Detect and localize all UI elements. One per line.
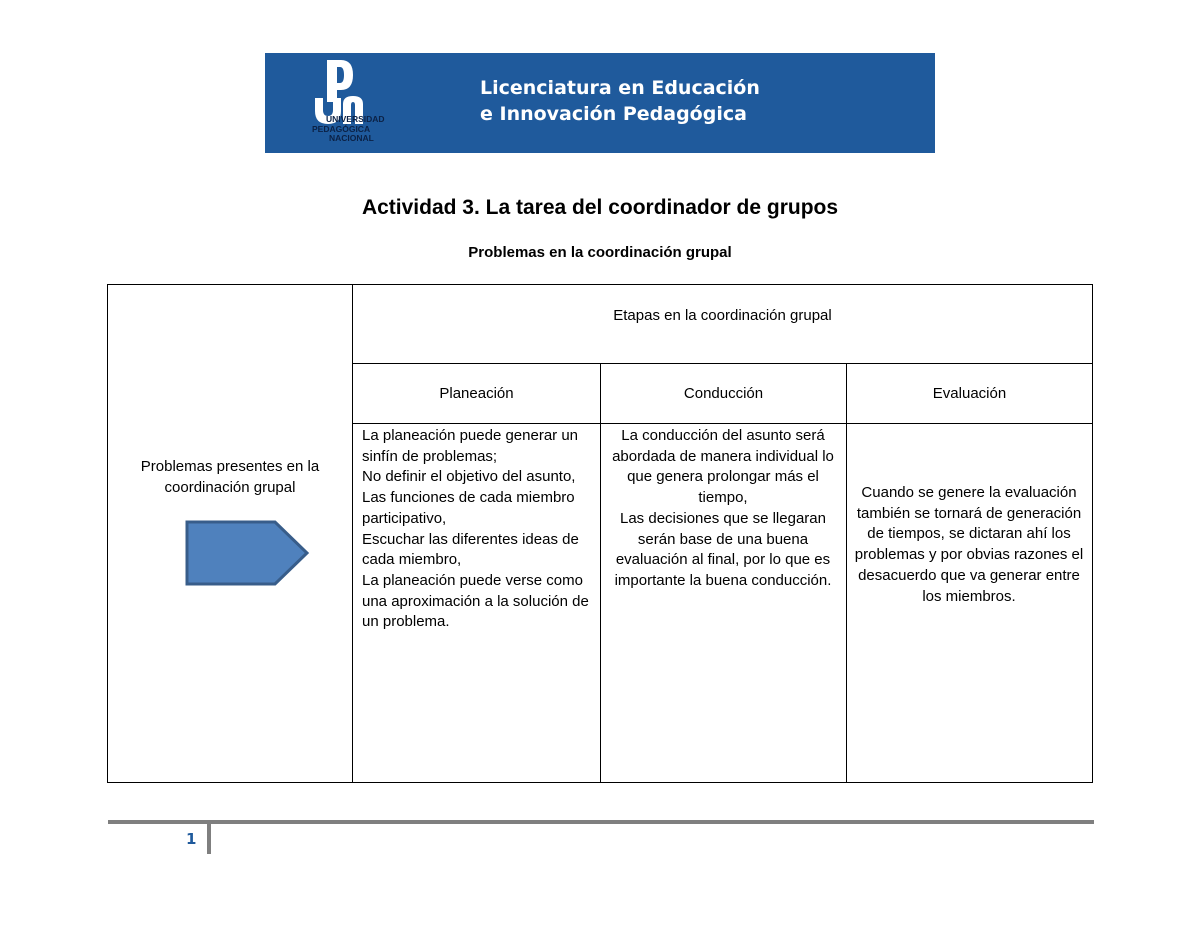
table-divider-stages: [352, 363, 1093, 364]
table-divider-col1: [600, 363, 601, 783]
footer-rule-tick: [207, 824, 211, 854]
column-header-planeacion: Planeación: [439, 385, 514, 402]
page-number: 1: [186, 830, 197, 848]
table-border-right: [1092, 284, 1093, 783]
cell-evaluacion: Cuando se genere la evaluación también se tornará de generación de tiempos, se dictaran ahí los problemas y por obvias razones el desacuerdo que va generar entre los miembros.: [854, 484, 1084, 605]
row-header-problems: Problemas presentes en la coordinación grupal: [140, 458, 320, 496]
logo-caption: [312, 115, 385, 144]
column-header-conduccion: Conducción: [683, 385, 764, 402]
footer-rule: [108, 820, 1094, 824]
document-subtitle: Problemas en la coordinación grupal: [468, 244, 732, 261]
stages-header: Etapas en la coordinación grupal: [613, 307, 832, 324]
table-divider-header-column: [352, 284, 353, 783]
document-title: Actividad 3. La tarea del coordinador de grupos: [361, 196, 839, 219]
column-header-evaluacion: Evaluación: [932, 385, 1007, 402]
table-border-top: [107, 284, 1093, 285]
logo-caption-line: UNIVERSIDAD: [326, 114, 385, 124]
table-divider-col2: [846, 363, 847, 783]
program-title-line: e Innovación Pedagógica: [480, 103, 747, 125]
cell-planeacion: La planeación puede generar un sinfín de problemas; No definir el objetivo del asunto, Las funciones de cada miembro participativo, Escuchar las diferentes ideas de cada miembro, La planeación puede verse como una aproximación a la solución de un problema.: [362, 427, 589, 631]
logo-caption-line: PEDAGÓGICA: [312, 123, 371, 134]
logo-caption-line: NACIONAL: [329, 133, 374, 143]
cell-conduccion: La conducción del asunto será abordada de manera individual lo que genera prolongar más el tiempo, Las decisiones que se llegaran serán base de una buena evaluación al final, por lo que es importante la buena conducción.: [612, 427, 834, 589]
right-pentagon-arrow-icon: [185, 520, 310, 586]
table-border-left: [107, 284, 108, 783]
table-divider-column-heads: [352, 423, 1093, 424]
program-title-line: Licenciatura en Educación: [480, 77, 760, 99]
program-title: [480, 75, 760, 127]
header-banner: [265, 53, 935, 153]
